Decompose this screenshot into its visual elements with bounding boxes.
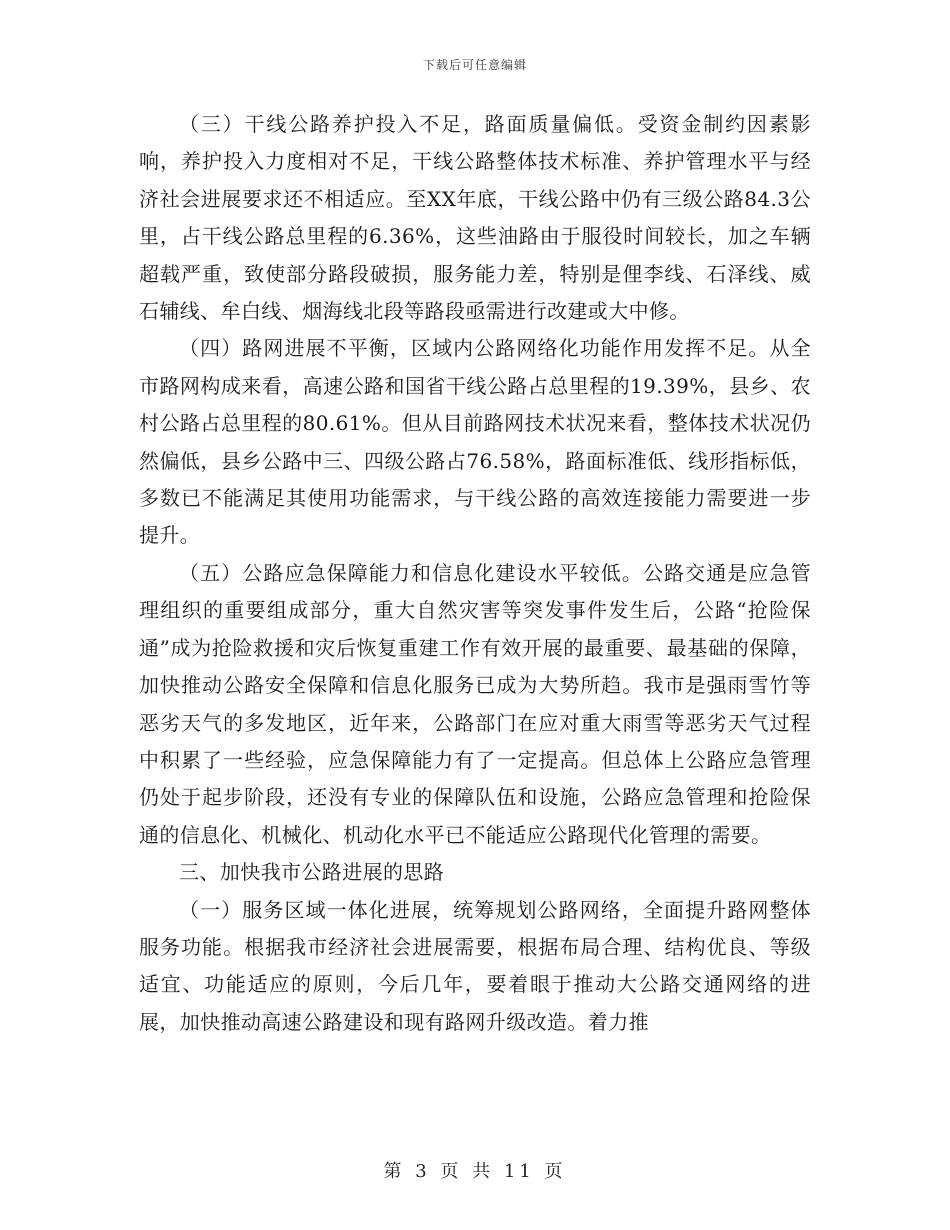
paragraph-section-3: （三）干线公路养护投入不足，路面质量偏低。受资金制约因素影响，养护投入力度相对不足，干线公路整体技术标准、养护管理水平与经济社会进展要求还不相适应。至XX年底，干线公路中仍有三级公路84.3公里，占干线公路总里程的6.36%，这些油路由于服役时间较长，加之车辆超载严重，致使部分路段破损，服务能力差，特别是俚李线、石泽线、威石辅线、牟白线、烟海线北段等路段亟需进行改建或大中修。 bbox=[139, 112, 811, 324]
page-footer: 第 3 页 共 11 页 bbox=[383, 1161, 567, 1182]
section-heading: 三、加快我市公路进展的思路 bbox=[179, 860, 445, 885]
paragraph-section-5: （五）公路应急保障能力和信息化建设水平较低。公路交通是应急管理组织的重要组成部分，重大自然灾害等突发事件发生后，公路“抢险保通”成为抢险救援和灾后恢复重建工作有效开展的最重要、最基础的保障，加快推动公路安全保障和信息化服务已成为大势所趋。我市是强雨雪竹等恶劣天气的多发地区，近年来，公路部门在应对重大雨雪等恶劣天气过程中积累了一些经验，应急保障能力有了一定提高。但总体上公路应急管理仍处于起步阶段，还没有专业的保障队伍和设施，公路应急管理和抢险保通的信息化、机械化、机动化水平已不能适应公路现代化管理的需要。 bbox=[139, 560, 811, 847]
paragraph-section-4: （四）路网进展不平衡，区域内公路网络化功能作用发挥不足。从全市路网构成来看，高速公路和国省干线公路占总里程的19.39%，县乡、农村公路占总里程的80.61%。但从目前路网技术状况来看，整体技术状况仍然偏低，县乡公路中三、四级公路占76.58%，路面标准低、线形指标低，多数已不能满足其使用功能需求，与干线公路的高效连接能力需要进一步提升。 bbox=[139, 336, 811, 548]
paragraph-subsection-1: （一）服务区域一体化进展，统筹规划公路网络，全面提升路网整体服务功能。根据我市经济社会进展需要，根据布局合理、结构优良、等级适宜、功能适应的原则，今后几年，要着眼于推动大公路交通网络的进展，加快推动高速公路建设和现有路网升级改造。着力推 bbox=[139, 897, 811, 1034]
page-header: 下载后可任意编辑 bbox=[422, 58, 527, 72]
document-body bbox=[139, 106, 811, 1041]
